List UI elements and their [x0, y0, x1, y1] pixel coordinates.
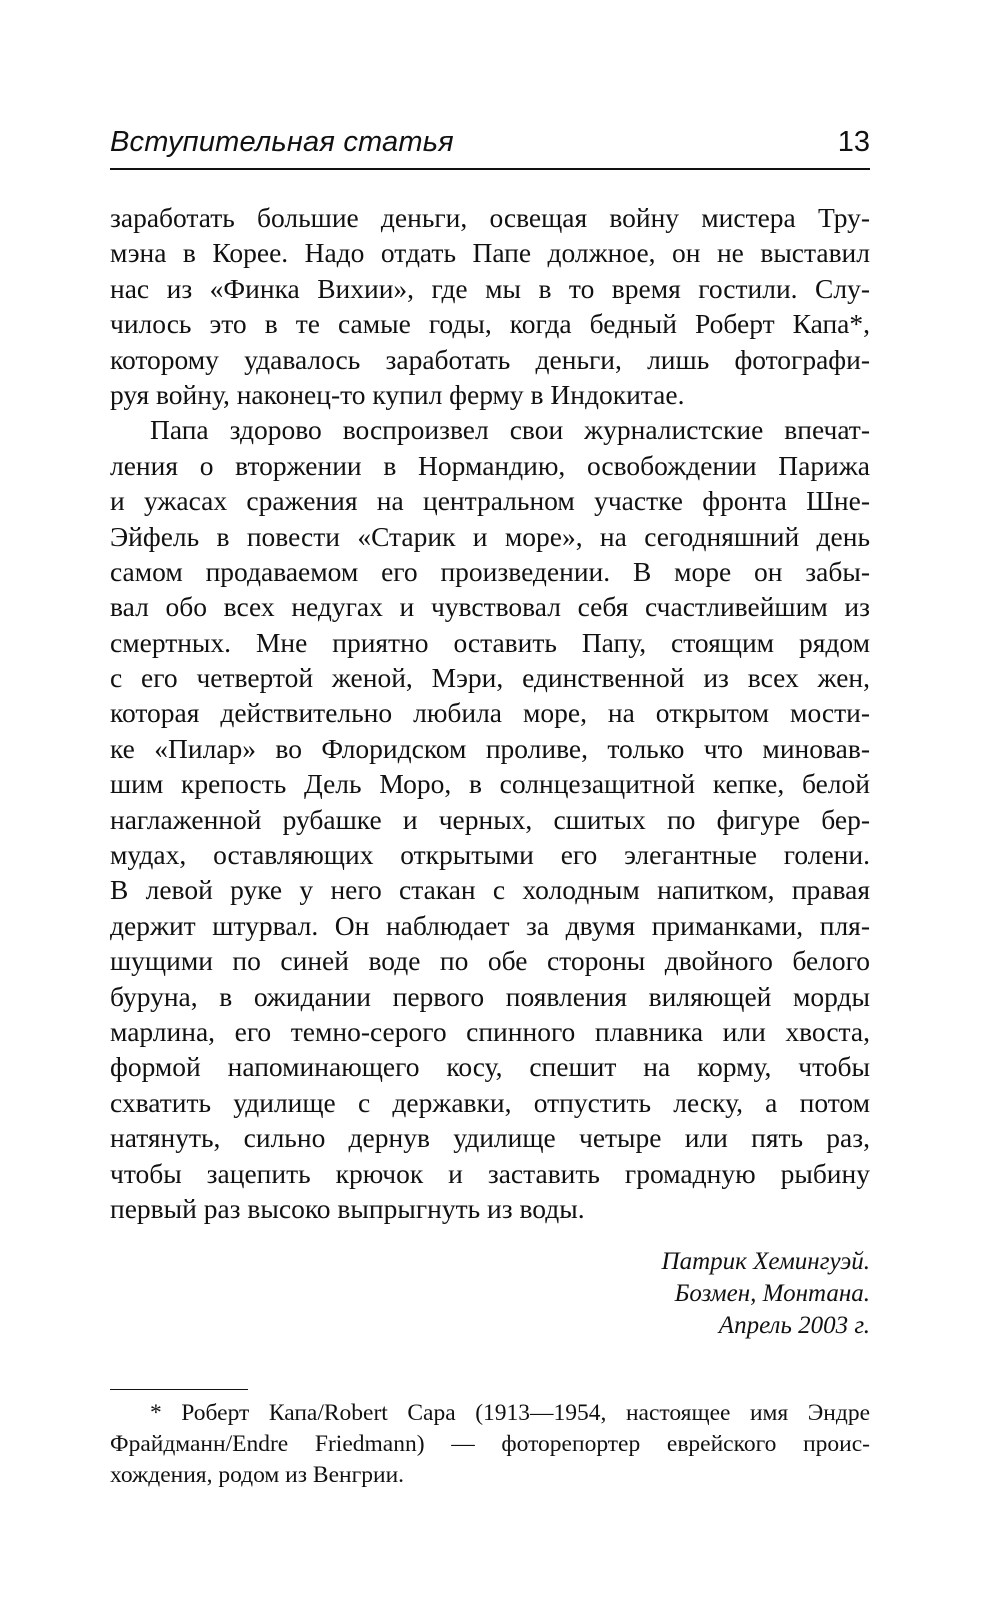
- text-line: Папа здорово воспроизвел свои журналистские впечат-: [150, 414, 870, 446]
- text-line: держит штурвал. Он наблюдает за двумя приманками, пля-: [110, 909, 870, 941]
- footnote-line: хождения, родом из Венгрии.: [110, 1462, 405, 1488]
- signature-block: [470, 1246, 870, 1342]
- body-text: [110, 200, 870, 1226]
- text-line: заработать большие деньги, освещая войну мистера Тру-: [110, 202, 870, 233]
- running-header: [110, 118, 870, 170]
- section-title: Вступительная статья: [110, 126, 454, 158]
- text-line: ке «Пилар» во Флоридском проливе, только что миновав-: [110, 732, 870, 764]
- text-line: мэна в Корее. Надо отдать Папе должное, он не выставил: [110, 237, 870, 269]
- book-page: [110, 0, 870, 1616]
- text-line: Эйфель в повести «Старик и море», на сегодняшний день: [110, 520, 870, 552]
- text-line: марлина, его темно-серого спинного плавника или хвоста,: [110, 1015, 870, 1047]
- text-line: шим крепость Дель Моро, в солнцезащитной кепке, белой: [110, 768, 870, 800]
- text-line: шущими по синей воде по обе стороны двойного белого: [110, 945, 870, 977]
- text-line: схватить удилище с державки, отпустить леску, а потом: [110, 1086, 870, 1118]
- text-line: и ужасах сражения на центральном участке фронта Шне-: [110, 485, 870, 517]
- page-number: 13: [837, 126, 870, 158]
- text-line: чилось это в те самые годы, когда бедный Роберт Капа*,: [110, 308, 870, 340]
- footnote: [110, 1398, 870, 1491]
- text-line: вал обо всех недугах и чувствовал себя счастливейшим из: [110, 591, 870, 623]
- text-line: смертных. Мне приятно оставить Папу, стоящим рядом: [110, 626, 870, 658]
- text-line: с его четвертой женой, Мэри, единственной из всех жен,: [110, 662, 870, 694]
- signature-author: Патрик Хемингуэй.: [661, 1248, 870, 1275]
- paragraph-2: [110, 412, 870, 1226]
- footnote-divider: [110, 1389, 248, 1390]
- footnote-line: Фрайдманн/Endre Friedmann) — фоторепортер еврейского проис-: [110, 1431, 870, 1457]
- text-line: которому удавалось заработать деньги, лишь фотографи-: [110, 343, 870, 375]
- text-line: буруна, в ожидании первого появления виляющей морды: [110, 980, 870, 1012]
- text-line: натянуть, сильно дернув удилище четыре или пять раз,: [110, 1122, 870, 1154]
- text-line: самом продаваемом его произведении. В море он забы-: [110, 555, 870, 587]
- signature-date: Апрель 2003 г.: [718, 1312, 870, 1339]
- signature-place: Бозмен, Монтана.: [674, 1280, 870, 1307]
- text-line: чтобы зацепить крючок и заставить громадную рыбину: [110, 1157, 870, 1189]
- text-line: формой напоминающего косу, спешит на корму, чтобы: [110, 1051, 870, 1083]
- text-line: нас из «Финка Вихии», где мы в то время гостили. Слу-: [110, 272, 870, 304]
- text-line: наглаженной рубашке и черных, сшитых по фигуре бер-: [110, 803, 870, 835]
- text-line: ления о вторжении в Нормандию, освобождении Парижа: [110, 449, 870, 481]
- footnote-line: * Роберт Капа/Robert Capa (1913—1954, настоящее имя Эндре: [150, 1400, 870, 1426]
- text-line: мудах, оставляющих открытыми его элегантные голени.: [110, 839, 870, 871]
- paragraph-1: [110, 200, 870, 412]
- text-line: первый раз высоко выпрыгнуть из воды.: [110, 1192, 585, 1224]
- text-line: В левой руке у него стакан с холодным напитком, правая: [110, 874, 870, 906]
- text-line: которая действительно любила море, на открытом мости-: [110, 697, 870, 729]
- text-line: руя войну, наконец-то купил ферму в Индокитае.: [110, 378, 685, 410]
